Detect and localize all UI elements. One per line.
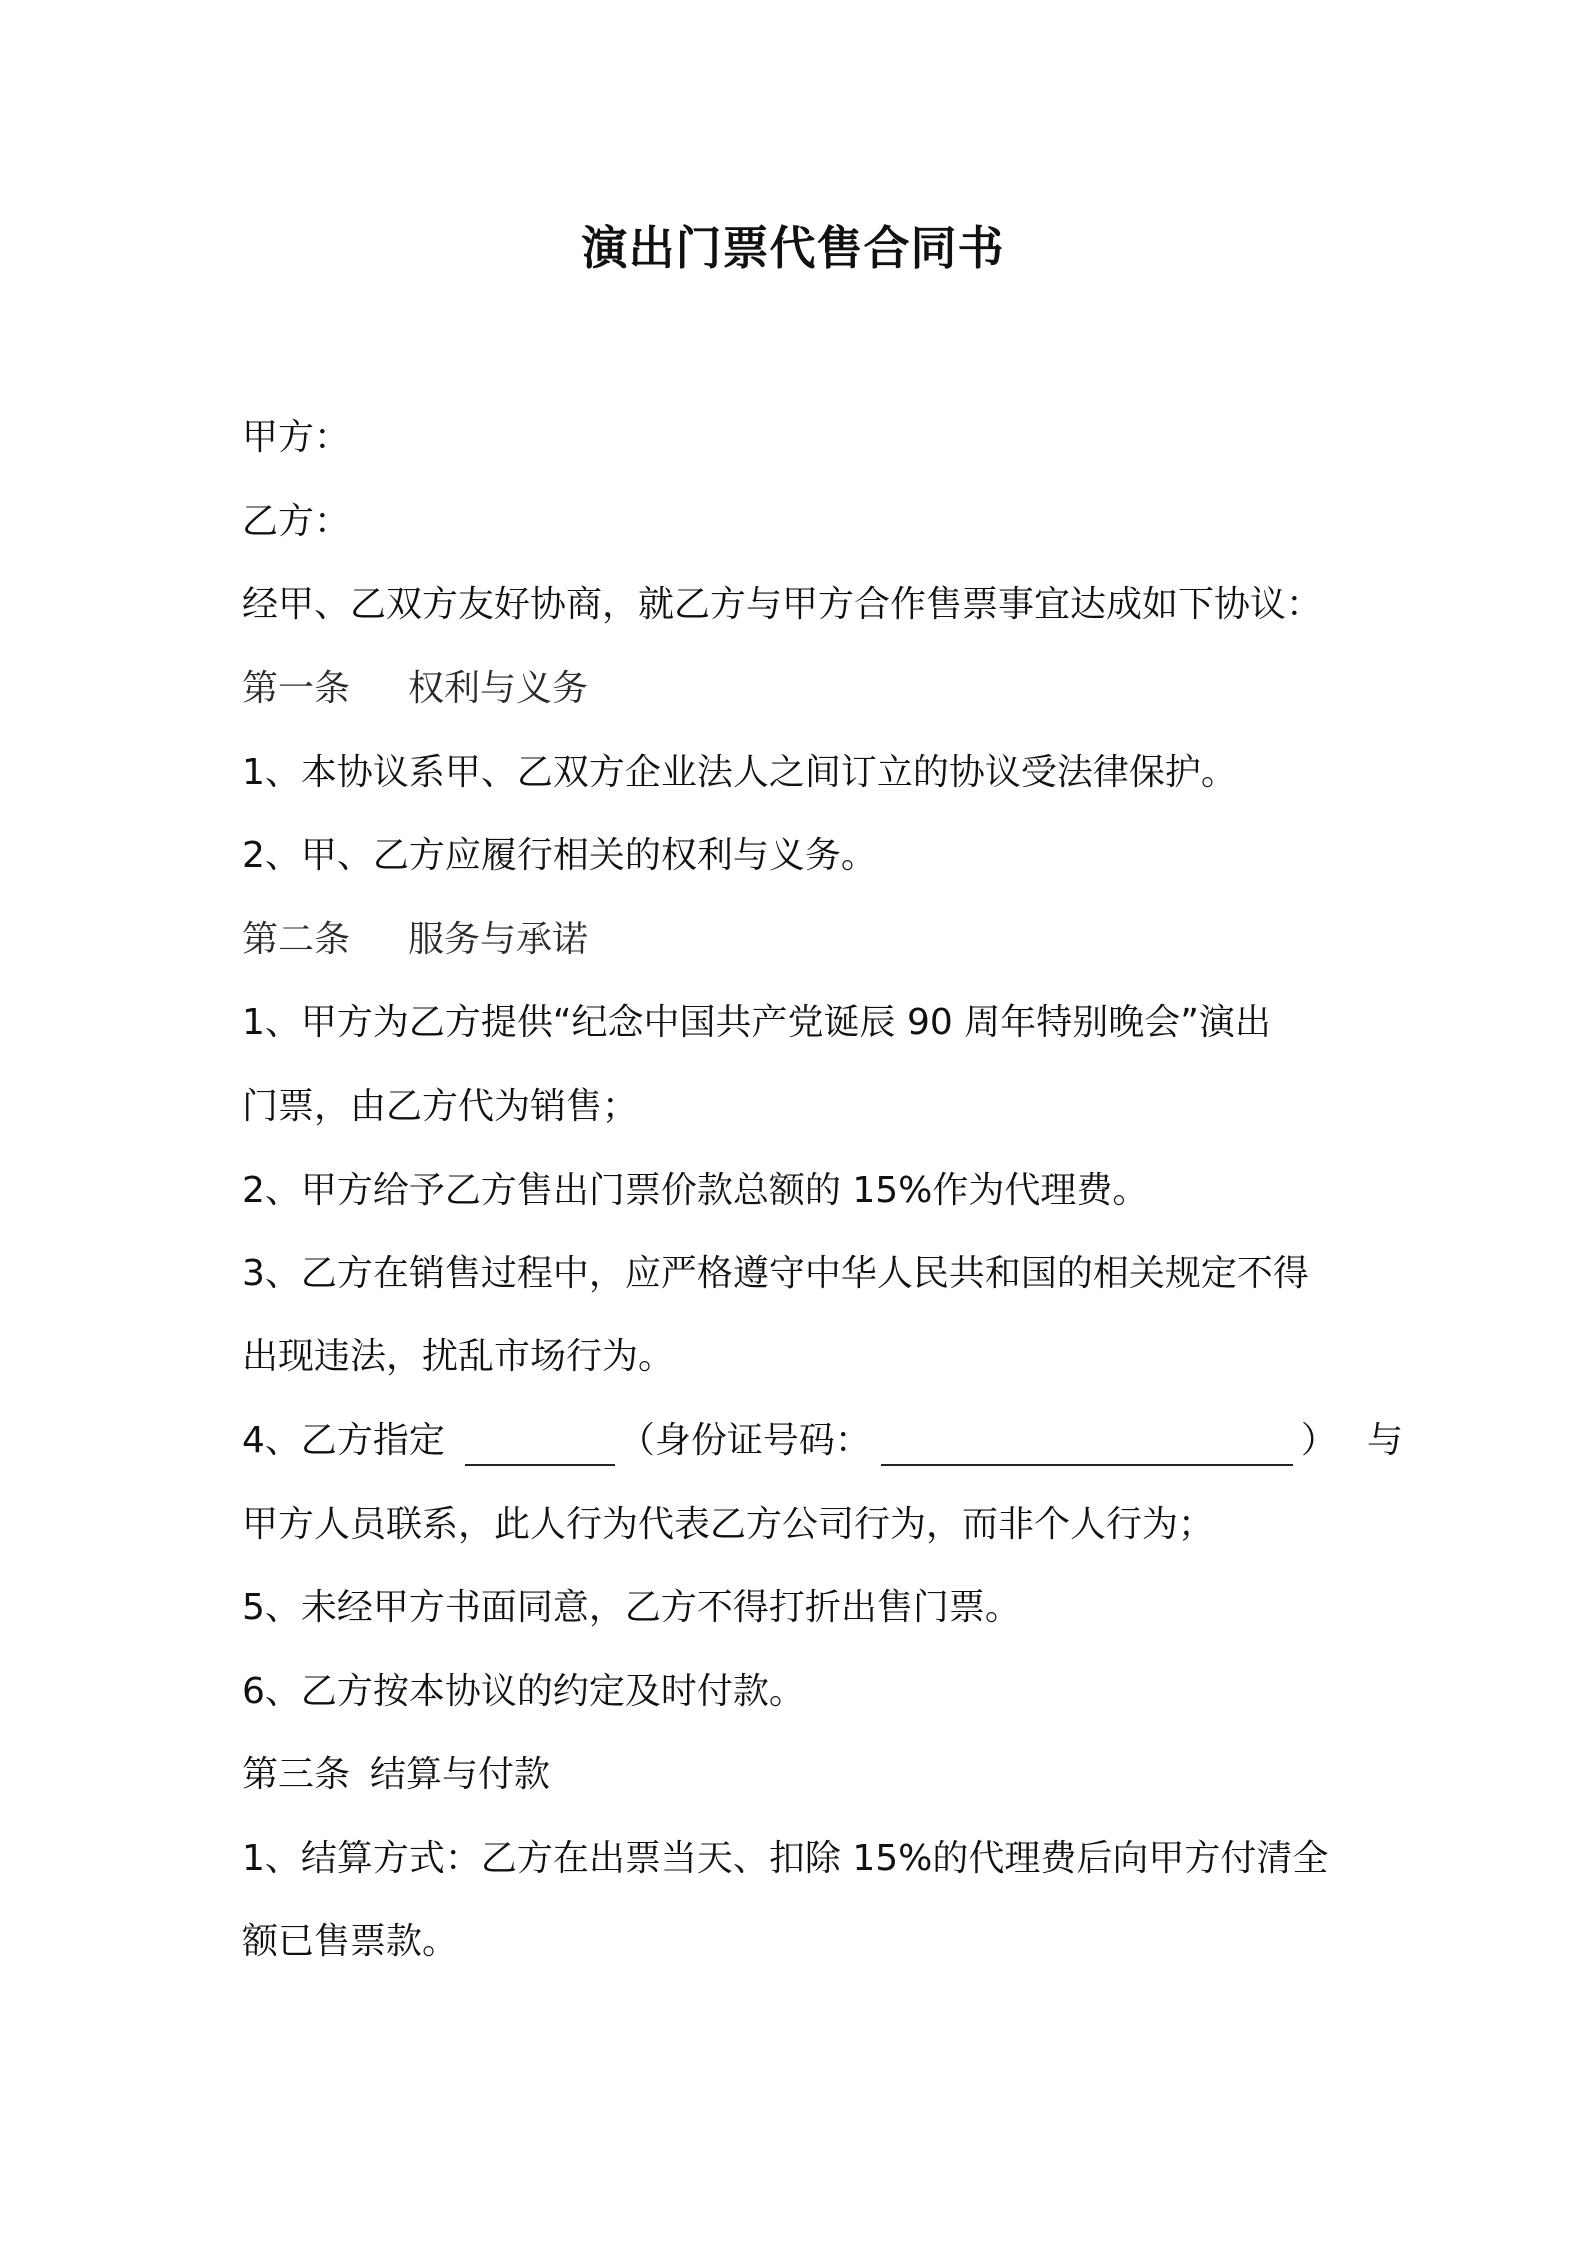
article-2-heading bbox=[242, 915, 588, 965]
article-2-item-4-line-2: 甲方人员联系，此人行为代表乙方公司行为，而非个人行为； bbox=[242, 1504, 1215, 1545]
item-4-suffix: 与 bbox=[1366, 1420, 1403, 1461]
article-3-title: 结算与付款 bbox=[370, 1754, 551, 1795]
article-1-title: 权利与义务 bbox=[408, 668, 589, 709]
article-3-item-1-line-1: 1、结算方式：乙方在出票当天、扣除 15%的代理费后向甲方付清全 bbox=[242, 1838, 1329, 1879]
item-4-id-label: （身份证号码： bbox=[618, 1420, 871, 1461]
article-1-item-1: 1、本协议系甲、乙双方企业法人之间订立的协议受法律保护。 bbox=[242, 752, 1237, 793]
party-b-label: 乙方： bbox=[242, 501, 351, 542]
article-3-heading bbox=[242, 1750, 550, 1800]
article-2-number: 第二条 bbox=[242, 919, 351, 960]
document-title: 演出门票代售合同书 bbox=[581, 221, 1005, 275]
item-4-prefix: 4、乙方指定 bbox=[242, 1420, 445, 1461]
id-number-blank[interactable] bbox=[881, 1426, 1293, 1466]
article-2-title: 服务与承诺 bbox=[408, 919, 589, 960]
article-2-item-1-line-1: 1、甲方为乙方提供“纪念中国共产党诞辰 90 周年特别晚会”演出 bbox=[242, 1002, 1271, 1043]
article-2-item-3-line-2: 出现违法，扰乱市场行为。 bbox=[242, 1336, 675, 1377]
article-2-item-6: 6、乙方按本协议的约定及时付款。 bbox=[242, 1671, 805, 1712]
article-1-heading bbox=[242, 664, 588, 714]
article-2-item-3-line-1: 3、乙方在销售过程中，应严格遵守中华人民共和国的相关规定不得 bbox=[242, 1253, 1309, 1294]
article-2-item-5: 5、未经甲方书面同意，乙方不得打折出售门票。 bbox=[242, 1587, 1021, 1628]
item-4-close-paren: ） bbox=[1300, 1420, 1337, 1461]
article-1-item-2: 2、甲、乙方应履行相关的权利与义务。 bbox=[242, 835, 877, 876]
article-1-number: 第一条 bbox=[242, 668, 351, 709]
party-a-label: 甲方： bbox=[242, 417, 351, 458]
article-2-item-2: 2、甲方给予乙方售出门票价款总额的 15%作为代理费。 bbox=[242, 1170, 1149, 1211]
article-3-number: 第三条 bbox=[242, 1754, 351, 1795]
article-3-item-1-line-2: 额已售票款。 bbox=[242, 1921, 459, 1962]
article-2-item-1-line-2: 门票，由乙方代为销售； bbox=[242, 1086, 639, 1127]
designee-name-blank[interactable] bbox=[465, 1426, 615, 1466]
preamble-text: 经甲、乙双方友好协商，就乙方与甲方合作售票事宜达成如下协议： bbox=[242, 584, 1323, 625]
article-2-item-4-line-1 bbox=[242, 1416, 1403, 1466]
